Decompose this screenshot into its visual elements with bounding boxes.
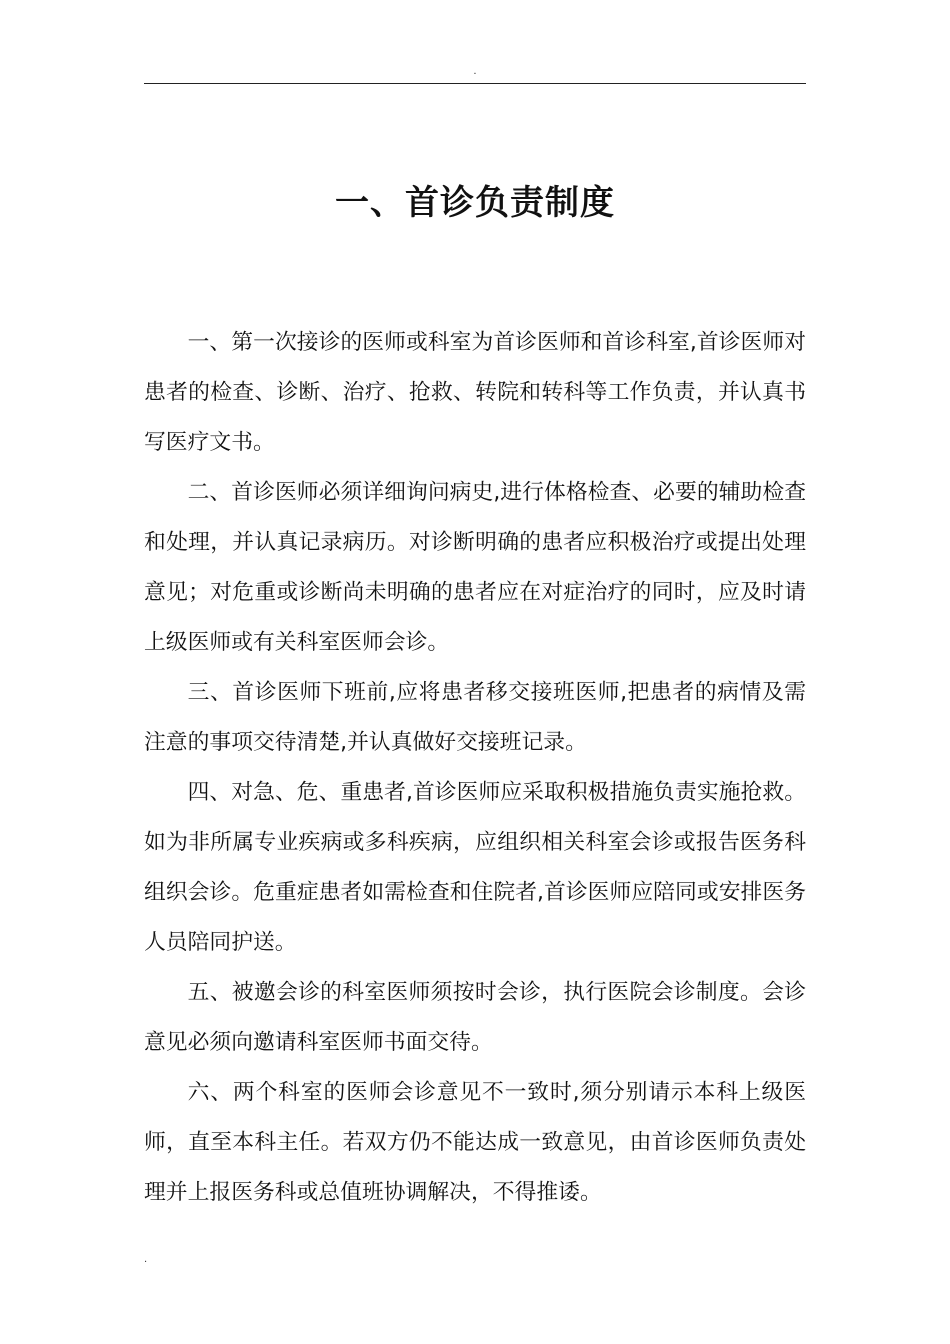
footer-mark: . [144,1254,148,1265]
paragraph-1: 一、第一次接诊的医师或科室为首诊医师和首诊科室,首诊医师对患者的检查、诊断、治疗、抢救、转院和转科等工作负责，并认真书写医疗文书。 [144,330,806,455]
paragraph-2: 二、首诊医师必须详细询问病史,进行体格检查、必要的辅助检查和处理，并认真记录病历。对诊断明确的患者应积极治疗或提出处理意见；对危重或诊断尚未明确的患者应在对症治疗的同时，应及时请上级医师或有关科室医师会诊。 [144,480,806,655]
header-mark: . [473,66,477,77]
paragraph-3: 三、首诊医师下班前,应将患者移交接班医师,把患者的病情及需注意的事项交待清楚,并认真做好交接班记录。 [144,680,806,755]
document-body [144,318,806,1218]
paragraph-4: 四、对急、危、重患者,首诊医师应采取积极措施负责实施抢救。如为非所属专业疾病或多科疾病，应组织相关科室会诊或报告医务科组织会诊。危重症患者如需检查和住院者,首诊医师应陪同或安排医务人员陪同护送。 [144,780,806,955]
header-rule [144,83,806,84]
paragraph-6: 六、两个科室的医师会诊意见不一致时,须分别请示本科上级医师，直至本科主任。若双方仍不能达成一致意见，由首诊医师负责处理并上报医务科或总值班协调解决，不得推诿。 [144,1080,806,1205]
document-title: 一、首诊负责制度 [335,183,615,223]
paragraph-5: 五、被邀会诊的科室医师须按时会诊，执行医院会诊制度。会诊意见必须向邀请科室医师书面交待。 [144,980,806,1055]
